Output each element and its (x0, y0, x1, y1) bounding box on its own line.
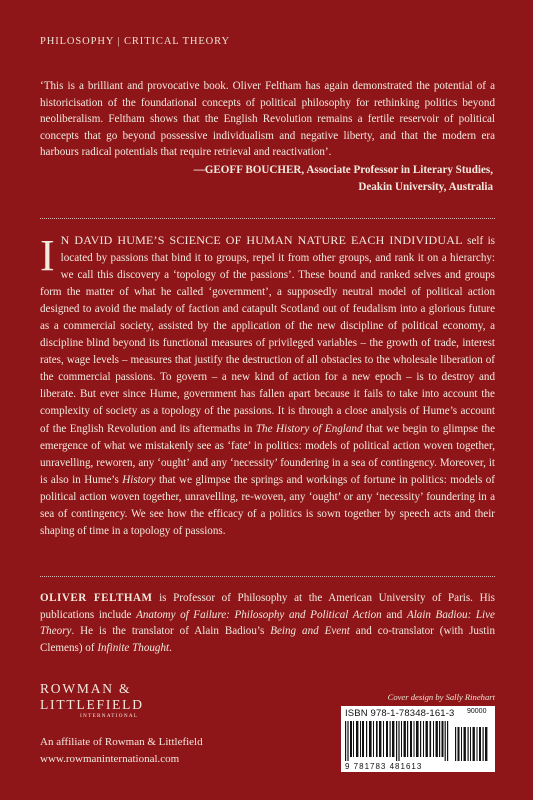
description-title-2: History (122, 473, 156, 486)
book-description (40, 232, 495, 540)
logo-line-1: ROWMAN & (40, 681, 132, 696)
description-part-3: that we glimpse the springs and workings of fortune in politics: models of political action woven together, unravelling, re-woven, any ‘ought’ or any ‘necessity’ foundering in a sea of contingency. We see how the efficacy of a politics is sown together by speech acts and their shaping of time in a topology of passions. (40, 473, 495, 537)
bio-book-2: Alain Badiou: Live Theory (40, 608, 495, 638)
bio-text-3: . He is the translator of Alain Badiou’s (71, 625, 271, 638)
cover-design-credit: Cover design by Sally Rinehart (387, 692, 495, 702)
bio-book-1: Anatomy of Failure: Philosophy and Political Action (136, 608, 382, 621)
category-label: PHILOSOPHY | CRITICAL THEORY (40, 36, 230, 47)
barcode-addon: 90000 (467, 708, 487, 715)
bio-book-4: Infinite Thought (97, 641, 170, 654)
publisher-affiliate: An affiliate of Rowman & Littlefield (40, 736, 203, 748)
bio-text-5: . (169, 641, 172, 654)
attribution-line-1: —GEOFF BOUCHER, Associate Professor in Literary Studies, (193, 164, 493, 176)
publisher-logo (40, 681, 144, 720)
barcode-digits: 9 781783 481613 (345, 762, 423, 771)
bio-text-4: and co-translator (with Justin Clemens) of (40, 625, 496, 654)
publisher-website: www.rowmaninternational.com (40, 753, 180, 765)
bio-text-2: and (381, 608, 407, 621)
author-name: OLIVER FELTHAM (40, 592, 153, 604)
description-lead: N DAVID HUME’S SCIENCE OF HUMAN NATURE EACH INDIVIDUAL (60, 233, 463, 247)
dotted-divider-top (40, 218, 495, 219)
description-part-1: self is located by passions that bind it to groups, repel it from other groups, and rank it on a hierarchy: we call this discovery a ‘topology of the passions’. These bound and ranked selves and groups form the matter of what he called ‘government’, a supposedly neutral model of political action designed to avoid the malady of faction and catapult Scotland out of feudalism into a glorious future as a commercial society, assisted by the application of the new discipline of political economy, a discipline blind beyond its functional measures of privileged variables – the growth of trade, interest rates, wage levels – measures that justify the destruction of all obstacles to the wholesale liberation of the commercial passions. To govern – a new kind of action for a new epoch – is to destroy and liberate. But ever since Hume, government has fallen apart because it fails to take into account the complexity of society as a topology of the passions. It is through a close analysis of Hume’s account of the English Revolution and its aftermaths in (40, 235, 495, 435)
endorsement-attribution (133, 162, 493, 195)
description-part-2: that we begin to glimpse the emergence of what we mistakenly see as ‘fate’ in politics: models of political action woven together, unravelling, reworen, any ‘ought’ and any ‘necessity’ foundering in a sea of contingency. Moreover, it is also in Hume’s (40, 422, 495, 486)
bio-text-1: is Professor of Philosophy at the American University of Paris. His publications include (40, 592, 495, 621)
attribution-line-2: Deakin University, Australia (358, 180, 493, 193)
isbn-number: ISBN 978-1-78348-161-3 (345, 708, 455, 719)
barcode-bars (345, 721, 491, 761)
drop-cap: I (40, 231, 55, 280)
endorsement-quote: ‘This is a brilliant and provocative book. Oliver Feltham has again demonstrated the potential of a historicisation of the foundational concepts of political philosophy for rethinking politics beyond neoliberalism. Feltham shows that the English Revolution remains a fertile reservoir of political concepts that go beyond possessive individualism and negative liberty, and that the modern era harbours radical potentials that require retrieval and reactivation’. (40, 80, 495, 159)
dotted-divider-bottom (40, 576, 495, 577)
bio-book-3: Being and Event (270, 625, 350, 638)
logo-line-2: LITTLEFIELD (40, 697, 144, 712)
author-bio (40, 590, 495, 656)
description-title-1: The History of England (255, 422, 363, 435)
isbn-barcode (341, 706, 495, 772)
logo-line-3: INTERNATIONAL (80, 713, 139, 719)
